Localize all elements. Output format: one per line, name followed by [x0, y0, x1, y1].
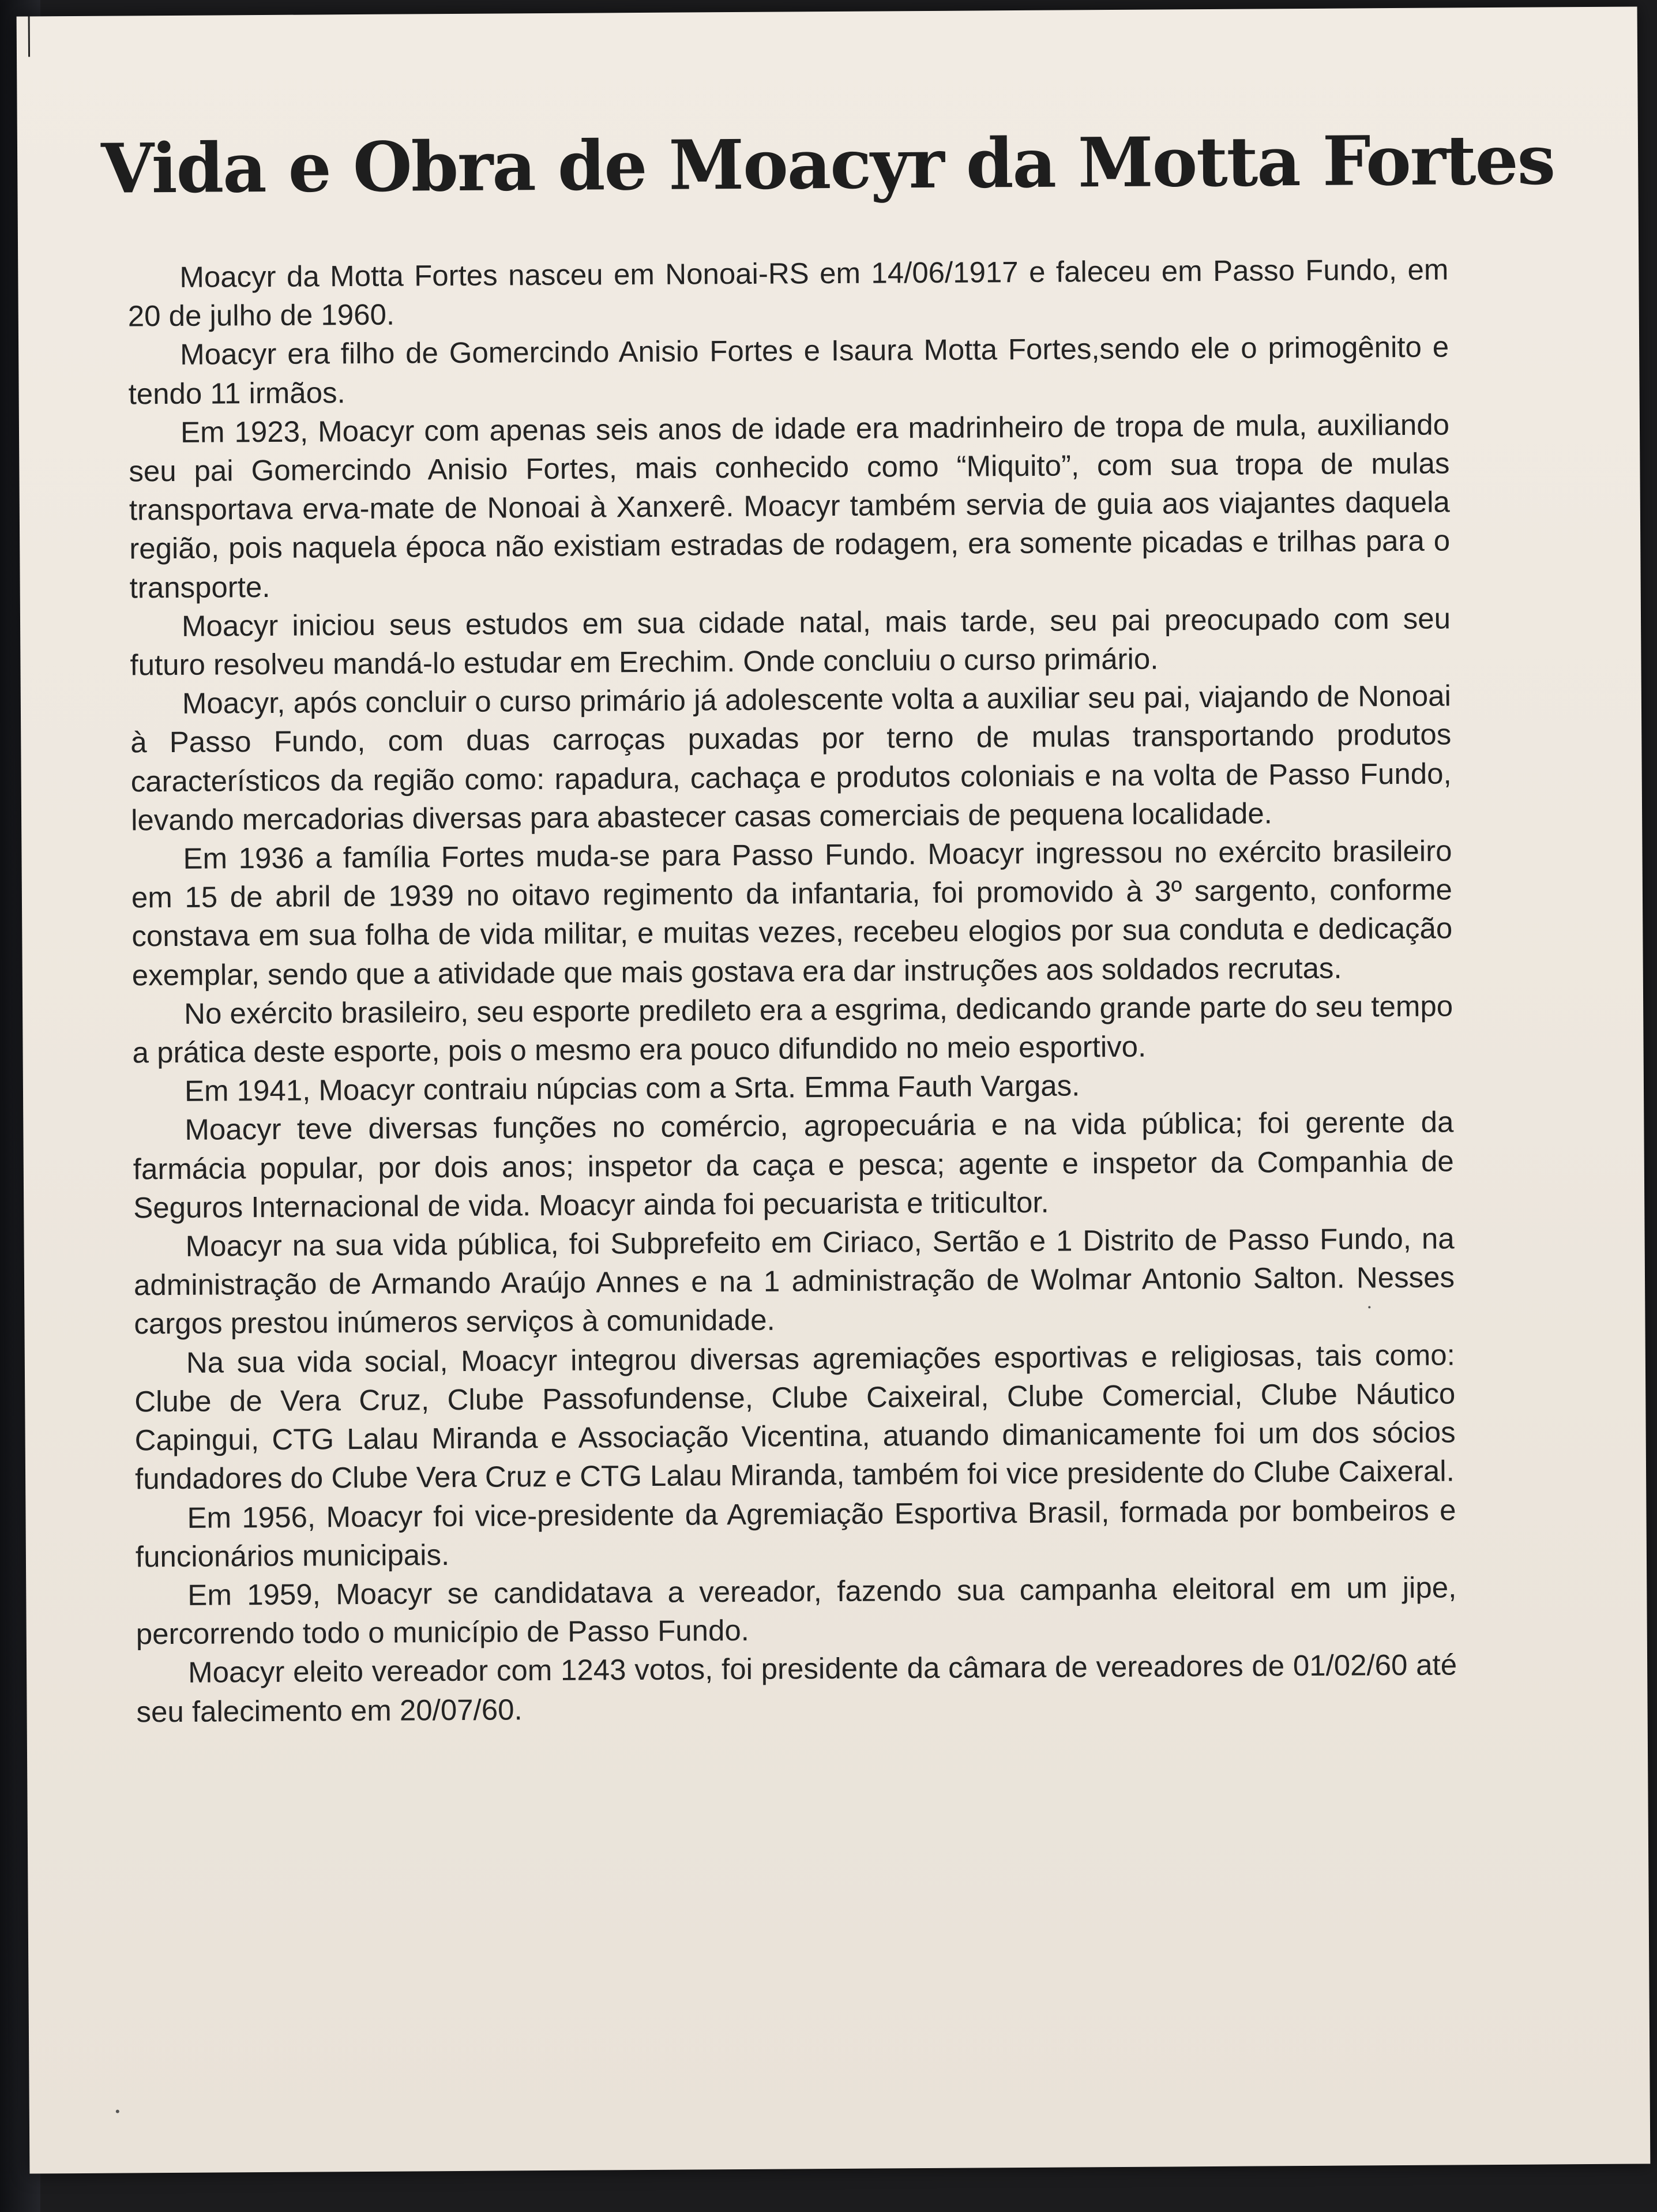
- paragraph-1956: Em 1956, Moacyr foi vice-presidente da Agremiação Esportiva Brasil, formada por bombeiros e funcionários municipais.: [135, 1493, 1456, 1573]
- paragraph-birth: Moacyr da Motta Fortes nasceu em Nonoai-RS em 14/06/1917 e faleceu em Passo Fundo, em 20 de julho de 1960.: [127, 253, 1449, 333]
- paragraph-elected: Moacyr eleito vereador com 1243 votos, foi presidente da câmara de vereadores de 01/02/60 até seu falecimento em 20/07/60.: [136, 1648, 1457, 1728]
- paragraph-parents: Moacyr era filho de Gomercindo Anisio Fortes e Isaura Motta Fortes,sendo ele o primogênito e tendo 11 irmãos.: [128, 330, 1449, 411]
- paragraph-studies: Moacyr iniciou seus estudos em sua cidade natal, mais tarde, seu pai preocupado com seu futuro resolveu mandá-lo estudar em Erechim. Onde concluiu o curso primário.: [130, 602, 1451, 682]
- paragraph-public-life: Moacyr na sua vida pública, foi Subprefeito em Ciriaco, Sertão e 1 Distrito de Passo Fundo, na administração de Armando Araújo Annes e na 1 administração de Wolmar Antonio Salton. Nesses cargos prestou inúmeros serviços à comunidade.: [133, 1222, 1455, 1340]
- paragraph-1959: Em 1959, Moacyr se candidatava a vereador, fazendo sua campanha eleitoral em um jipe, percorrendo todo o município de Passo Fundo.: [136, 1571, 1457, 1651]
- paragraph-marriage: Em 1941, Moacyr contraiu núpcias com a Srta. Emma Fauth Vargas.: [184, 1069, 1080, 1108]
- paper-sheet: [17, 6, 1651, 2173]
- document-title: Vida e Obra de Moacyr da Motta Fortes: [100, 119, 1555, 209]
- paragraph-fencing: No exército brasileiro, seu esporte predileto era a esgrima, dedicando grande parte do seu tempo a prática deste esporte, pois o mesmo era pouco difundido no meio esportivo.: [132, 989, 1453, 1069]
- paper-speck: [1368, 1306, 1370, 1308]
- paragraph-adolescence: Moacyr, após concluir o curso primário já adolescente volta a auxiliar seu pai, viajando de Nonoai à Passo Fundo, com duas carroças puxadas por terno de mulas transportando produtos característicos da região como: rapadura, cachaça e produtos coloniais e na volta de Passo Fundo, levando mercadorias diversas para abastecer casas comerciais de pequena localidade.: [130, 679, 1452, 837]
- paragraph-1923: Em 1923, Moacyr com apenas seis anos de idade era madrinheiro de tropa de mula, auxiliando seu pai Gomercindo Anisio Fortes, mais conhecido como “Miquito”, com sua tropa de mulas transportava erva-mate de Nonoai à Xanxerê. Moacyr também servia de guia aos viajantes daquela região, pois naquela época não existiam estradas de rodagem, era somente picadas e trilhas para o transporte.: [129, 408, 1451, 604]
- paragraph-1936-army: Em 1936 a família Fortes muda-se para Passo Fundo. Moacyr ingressou no exército brasileiro em 15 de abril de 1939 no oitavo regimento da infantaria, foi promovido à 3º sargento, conforme constava em sua folha de vida militar, e muitas vezes, recebeu elogios por sua conduta e dedicação exemplar, sendo que a atividade que mais gostava era dar instruções aos soldados recrutas.: [131, 834, 1453, 992]
- paragraph-social-life: Na sua vida social, Moacyr integrou diversas agremiações esportivas e religiosas, tais como: Clube de Vera Cruz, Clube Passofundense, Clube Caixeiral, Clube Comercial, Clube Náutico Capingui, CTG Lalau Miranda e Associação Vicentina, atuando dimanicamente foi um dos sócios fundadores do Clube Vera Cruz e CTG Lalau Miranda, também foi vice presidente do Clube Caixeral.: [134, 1338, 1456, 1496]
- paper-speck: [116, 2110, 119, 2113]
- document-body: [127, 250, 1457, 1731]
- paragraph-careers: Moacyr teve diversas funções no comércio, agropecuária e na vida pública; foi gerente da farmácia popular, por dois anos; inspetor da caça e pesca; agente e inspetor da Companhia de Seguros Internacional de vida. Moacyr ainda foi pecuarista e triticultor.: [133, 1105, 1454, 1225]
